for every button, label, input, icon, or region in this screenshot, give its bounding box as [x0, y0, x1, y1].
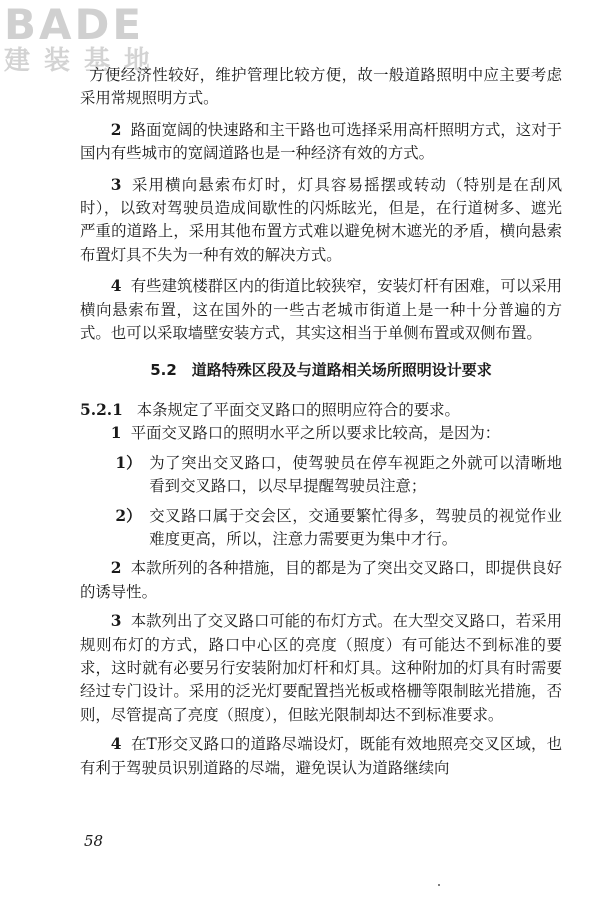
- sub-item-number: 1）: [115, 453, 142, 472]
- item-paragraph-4: [80, 275, 562, 345]
- intro-paragraph: 方便经济性较好，维护管理比较方便，故一般道路照明中应主要考虑采用常规照明方式。: [80, 66, 562, 108]
- section-heading: [80, 359, 562, 382]
- scan-dot: [438, 884, 440, 886]
- item-text: 本款所列的各种措施，目的都是为了突出交叉路口，即提供良好的诱导性。: [80, 559, 562, 601]
- logo-subtitle: 建装基地: [4, 46, 165, 76]
- clause-number: 5.2.1: [80, 400, 123, 419]
- item-text: 路面宽阔的快速路和主干路也可选择采用高杆照明方式，这对于国内有些城市的宽阔道路也是一种经济有效的方式。: [80, 120, 562, 163]
- item-number: 2: [110, 559, 122, 578]
- item-paragraph-3: [80, 174, 562, 268]
- logo-wordmark: BADE: [4, 0, 145, 49]
- item-number: 4: [110, 735, 122, 754]
- section-number: 5.2: [150, 361, 177, 380]
- clause-item-1: [80, 422, 562, 445]
- item-number: 3: [110, 175, 122, 194]
- item-number: 4: [110, 277, 122, 296]
- clause-item-4: [80, 733, 562, 780]
- clause-heading: [80, 399, 562, 422]
- item-number: 3: [110, 612, 122, 631]
- item-text: 平面交叉路口的照明水平之所以要求比较高，是因为：: [130, 424, 501, 443]
- clause-text: 本条规定了平面交叉路口的照明应符合的要求。: [136, 400, 460, 419]
- clause-item-3: [80, 610, 562, 727]
- item-text: 本款列出了交叉路口可能的布灯方式。在大型交叉路口，若采用规则布灯的方式，路口中心区的亮度（照度）有可能达不到标准的要求，这时就有必要另行安装附加灯杆和灯具。这种附加的灯具有时需要经过专门设计。采用的泛光灯要配置挡光板或格栅等限制眩光措施，否则，尽管提高了亮度（照度），但眩光限制却达不到标准要求。: [80, 612, 562, 724]
- sub-item-number: 2）: [115, 506, 142, 525]
- item-text: 在T形交叉路口的道路尽端设灯，既能有效地照亮交叉区域，也有利于驾驶员识别道路的尽端，避免误认为道路继续向: [80, 735, 562, 777]
- item-text: 有些建筑楼群区内的街道比较狭窄，安装灯杆有困难，可以采用横向悬索布置，这在国外的一些古老城市街道上是一种十分普遍的方式。也可以采取墙壁安装方式，其实这相当于单侧布置或双侧布置。: [80, 277, 562, 343]
- clause-item-2: [80, 557, 562, 604]
- page-number: 58: [84, 832, 104, 850]
- sub-item-text: 为了突出交叉路口，使驾驶员在停车视距之外就可以清晰地看到交叉路口，以尽早提醒驾驶员注意；: [149, 453, 562, 496]
- item-text: 采用横向悬索布灯时，灯具容易摇摆或转动（特别是在刮风时），以致对驾驶员造成间歇性的闪烁眩光，但是，在行道树多、遮光严重的道路上，采用其他布置方式难以避免树木遮光的矛盾，横向悬索布置灯具不失为一种有效的解决方式。: [80, 175, 562, 264]
- section-title: 道路特殊区段及与道路相关场所照明设计要求: [191, 361, 492, 380]
- sub-item-2: [80, 505, 562, 552]
- sub-item-text: 交叉路口属于交会区，交通要繁忙得多，驾驶员的视觉作业难度更高，所以，注意力需要更为集中才行。: [149, 506, 562, 548]
- page-body: [80, 64, 562, 780]
- item-number: 2: [110, 120, 122, 139]
- item-paragraph-2: [80, 119, 562, 166]
- sub-item-1: [80, 452, 562, 499]
- item-number: 1: [110, 424, 122, 443]
